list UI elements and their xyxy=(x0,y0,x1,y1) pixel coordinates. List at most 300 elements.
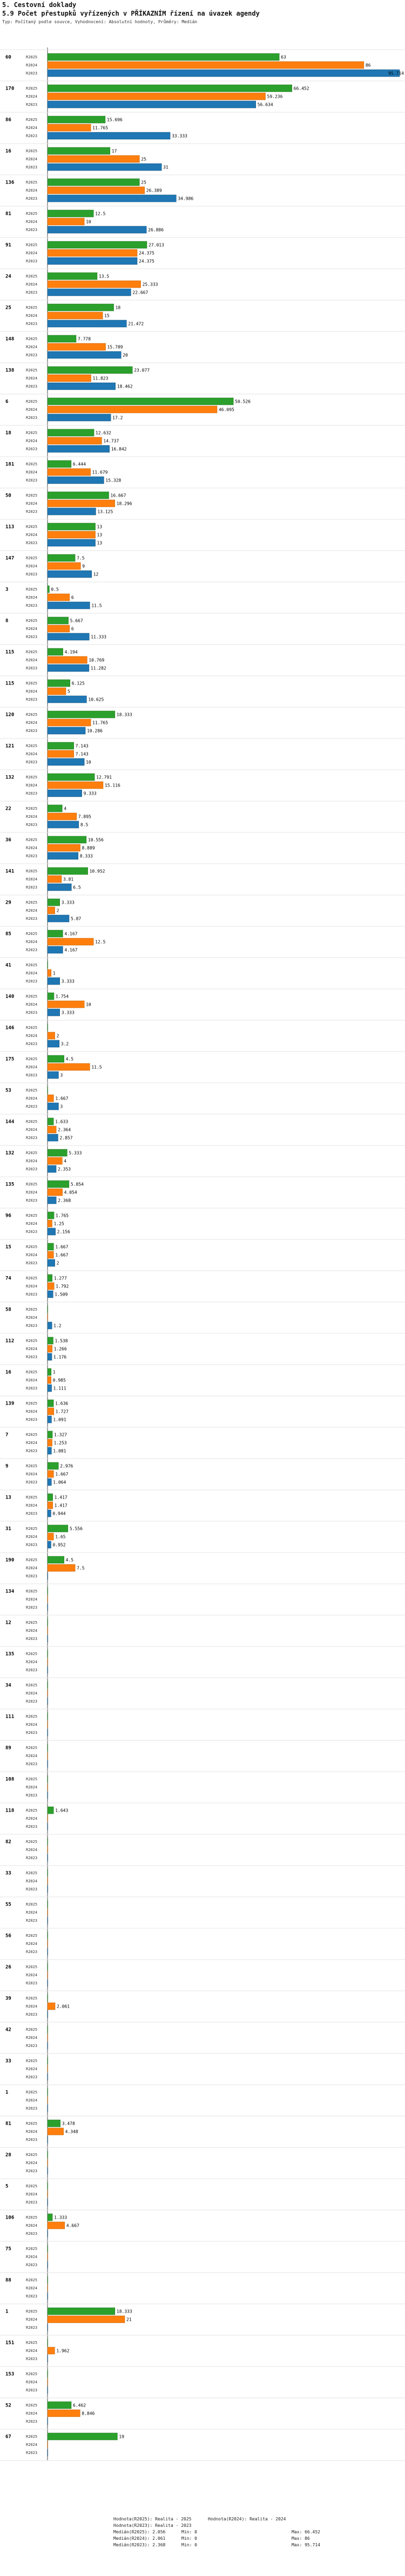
series-label: R2025 xyxy=(26,2372,38,2376)
series-label: R2024 xyxy=(26,157,38,161)
category-label: 15 xyxy=(5,1244,11,1250)
series-label: R2023 xyxy=(26,1762,38,1766)
value-label: 12.632 xyxy=(96,430,111,436)
value-label: 21 xyxy=(126,2317,132,2322)
bar xyxy=(48,437,102,444)
bar xyxy=(48,1510,51,1517)
value-label: 23.077 xyxy=(134,368,150,373)
series-label: R2024 xyxy=(26,909,38,913)
value-label: 3.333 xyxy=(61,900,75,905)
series-label: R2023 xyxy=(26,917,38,921)
category-label: 60 xyxy=(5,55,11,60)
series-label: R2024 xyxy=(26,2004,38,2009)
value-label: 15.116 xyxy=(104,783,120,788)
bar xyxy=(48,164,161,171)
bar xyxy=(48,367,132,374)
value-label: 6 xyxy=(71,626,74,632)
value-label: 1.509 xyxy=(55,1292,68,1297)
series-label: R2023 xyxy=(26,885,38,890)
bar xyxy=(48,531,96,538)
category-label: 41 xyxy=(5,962,11,968)
value-label: 18.333 xyxy=(116,712,132,717)
bar xyxy=(48,1431,52,1438)
series-label: R2023 xyxy=(26,1950,38,1954)
series-label: R2023 xyxy=(26,510,38,514)
series-label: R2025 xyxy=(26,86,38,91)
series-label: R2024 xyxy=(26,1723,38,1727)
series-label: R2023 xyxy=(26,1605,38,1610)
series-label: R2023 xyxy=(26,1543,38,1547)
series-label: R2025 xyxy=(26,337,38,341)
series-label: R2023 xyxy=(26,791,38,796)
value-label: 5.556 xyxy=(69,1526,83,1531)
series-label: R2024 xyxy=(26,501,38,506)
series-label: R2023 xyxy=(26,1637,38,1641)
bar xyxy=(48,665,89,672)
category-label: 3 xyxy=(5,587,9,593)
series-label: R2024 xyxy=(26,564,38,568)
value-label: 10.952 xyxy=(89,869,105,874)
series-label: R2025 xyxy=(26,2090,38,2094)
value-label: 11.765 xyxy=(92,125,109,131)
series-label: R2025 xyxy=(26,2247,38,2251)
bar xyxy=(48,147,110,154)
category-label: 139 xyxy=(5,1401,15,1407)
series-label: R2024 xyxy=(26,627,38,631)
bar xyxy=(48,1368,51,1375)
value-label: 7.5 xyxy=(77,555,85,561)
value-label: 11.765 xyxy=(92,720,109,726)
series-label: R2025 xyxy=(26,2184,38,2188)
category-label: 135 xyxy=(5,1182,15,1188)
bar xyxy=(48,273,97,280)
series-label: R2024 xyxy=(26,1065,38,1069)
category-label: 82 xyxy=(5,1839,11,1845)
series-label: R2025 xyxy=(26,963,38,967)
series-label: R2023 xyxy=(26,979,38,984)
series-label: R2024 xyxy=(26,439,38,443)
bar xyxy=(48,1807,53,1814)
bar xyxy=(48,1525,68,1532)
category-label: 88 xyxy=(5,2277,11,2283)
series-label: R2023 xyxy=(26,1292,38,1297)
bar xyxy=(48,884,71,891)
bar xyxy=(48,1408,54,1415)
value-label: 95.714 xyxy=(388,71,404,76)
value-label: 7.143 xyxy=(75,751,89,757)
series-label: R2024 xyxy=(26,251,38,255)
value-label: 4 xyxy=(64,1158,67,1164)
value-label: 1.667 xyxy=(55,1244,69,1250)
value-label: 3.333 xyxy=(61,1010,75,1015)
value-label: 27.013 xyxy=(148,242,164,248)
series-label: R2025 xyxy=(26,869,38,873)
series-label: R2024 xyxy=(26,94,38,99)
series-label: R2023 xyxy=(26,948,38,952)
bar xyxy=(48,210,93,217)
category-label: 29 xyxy=(5,900,11,906)
series-label: R2024 xyxy=(26,1629,38,1633)
value-label: 8.846 xyxy=(82,2411,95,2416)
category-label: 81 xyxy=(5,2121,11,2127)
value-label: 1.081 xyxy=(53,1448,66,1454)
series-label: R2025 xyxy=(26,2215,38,2220)
value-label: 1.727 xyxy=(55,1409,69,1414)
bar xyxy=(48,1095,53,1102)
bar xyxy=(48,586,49,593)
bar xyxy=(48,2433,117,2440)
series-label: R2024 xyxy=(26,63,38,67)
value-label: 10.286 xyxy=(87,728,103,734)
bar xyxy=(48,2410,80,2417)
series-label: R2025 xyxy=(26,994,38,999)
series-label: R2023 xyxy=(26,2357,38,2361)
series-label: R2023 xyxy=(26,1136,38,1140)
series-label: R2025 xyxy=(26,1214,38,1218)
series-label: R2023 xyxy=(26,2451,38,2455)
category-label: 147 xyxy=(5,555,15,561)
series-label: R2025 xyxy=(26,1589,38,1594)
series-label: R2024 xyxy=(26,1253,38,1257)
series-label: R2023 xyxy=(26,290,38,295)
value-label: 1 xyxy=(52,1370,56,1375)
series-label: R2025 xyxy=(26,2403,38,2408)
series-label: R2023 xyxy=(26,1073,38,1077)
series-label: R2024 xyxy=(26,2130,38,2134)
category-label: 9 xyxy=(5,1463,9,1469)
value-label: 1.266 xyxy=(53,1346,67,1352)
bar xyxy=(48,187,145,194)
series-label: R2024 xyxy=(26,783,38,788)
bar xyxy=(48,132,170,139)
bar xyxy=(48,1220,52,1227)
series-label: R2023 xyxy=(26,697,38,702)
category-label: 81 xyxy=(5,211,11,217)
value-label: 11.823 xyxy=(92,376,109,381)
series-label: R2025 xyxy=(26,1370,38,1374)
bar xyxy=(48,1322,52,1329)
category-label: 96 xyxy=(5,1213,11,1219)
series-label: R2025 xyxy=(26,431,38,435)
series-label: R2024 xyxy=(26,1973,38,1977)
value-label: 7.5 xyxy=(77,1565,85,1571)
value-label: 5 xyxy=(68,689,70,694)
series-label: R2025 xyxy=(26,1088,38,1093)
category-label: 8 xyxy=(5,618,9,624)
bar xyxy=(48,1283,54,1290)
series-label: R2023 xyxy=(26,2075,38,2079)
bar xyxy=(48,946,63,953)
series-label: R2025 xyxy=(26,180,38,185)
bar xyxy=(48,2214,52,2221)
series-label: R2023 xyxy=(26,322,38,326)
bar xyxy=(48,993,54,1000)
series-label: R2023 xyxy=(26,854,38,858)
bar xyxy=(48,1243,53,1250)
value-label: 4.167 xyxy=(64,947,78,953)
value-label: 1.962 xyxy=(56,2348,70,2354)
category-label: 16 xyxy=(5,1370,11,1375)
bar xyxy=(48,562,80,570)
series-label: R2025 xyxy=(26,149,38,153)
bar xyxy=(48,805,62,812)
value-label: 10.769 xyxy=(89,657,105,663)
category-label: 132 xyxy=(5,775,15,781)
series-label: R2024 xyxy=(26,1409,38,1414)
value-label: 1.754 xyxy=(55,994,69,999)
bar xyxy=(48,1345,52,1352)
category-label: 148 xyxy=(5,336,15,342)
series-label: R2024 xyxy=(26,1316,38,1320)
series-label: R2025 xyxy=(26,2153,38,2157)
value-label: 24.375 xyxy=(139,259,154,264)
value-label: 1.538 xyxy=(55,1338,68,1344)
category-label: 36 xyxy=(5,837,11,843)
category-label: 121 xyxy=(5,743,15,749)
value-label: 66.452 xyxy=(293,86,309,91)
bar xyxy=(48,406,217,413)
bar xyxy=(48,1165,56,1172)
series-label: R2023 xyxy=(26,666,38,670)
value-label: 63 xyxy=(281,55,286,60)
series-label: R2023 xyxy=(26,1668,38,1672)
value-label: 0.985 xyxy=(52,1378,66,1383)
series-label: R2025 xyxy=(26,1120,38,1124)
series-label: R2025 xyxy=(26,1652,38,1656)
value-label: 25 xyxy=(141,180,146,185)
category-label: 151 xyxy=(5,2340,15,2346)
value-label: 17.2 xyxy=(112,415,123,421)
value-label: 13.5 xyxy=(98,274,110,279)
series-label: R2024 xyxy=(26,1441,38,1445)
series-label: R2024 xyxy=(26,1472,38,1476)
bar xyxy=(48,335,76,342)
series-label: R2023 xyxy=(26,2138,38,2142)
bar xyxy=(48,625,70,632)
series-label: R2024 xyxy=(26,2255,38,2259)
bar xyxy=(48,915,69,922)
bar xyxy=(48,500,115,507)
category-label: 113 xyxy=(5,524,15,530)
value-label: 10 xyxy=(86,219,91,225)
category-label: 170 xyxy=(5,86,15,92)
bar xyxy=(48,460,71,467)
legend-median-r2023: Medián(R2023): 2.368 xyxy=(113,2543,166,2547)
bar xyxy=(48,1212,54,1219)
series-label: R2025 xyxy=(26,744,38,748)
series-label: R2025 xyxy=(26,1934,38,1938)
category-label: 5 xyxy=(5,2184,9,2189)
series-label: R2024 xyxy=(26,2411,38,2416)
value-label: 1.333 xyxy=(54,2215,68,2220)
bar xyxy=(48,1009,60,1016)
series-label: R2024 xyxy=(26,1378,38,1382)
value-label: 7.895 xyxy=(78,814,91,819)
bar xyxy=(48,1377,51,1384)
bar xyxy=(48,257,137,265)
series-label: R2025 xyxy=(26,932,38,936)
value-label: 6 xyxy=(71,595,74,600)
bar xyxy=(48,1259,55,1266)
bar xyxy=(48,2222,65,2229)
bar xyxy=(48,1189,63,1196)
bar xyxy=(48,907,55,914)
series-label: R2024 xyxy=(26,1660,38,1664)
value-label: 11.282 xyxy=(90,666,106,671)
bar xyxy=(48,899,60,906)
category-label: 106 xyxy=(5,2215,15,2221)
value-label: 14.737 xyxy=(103,438,119,444)
bar xyxy=(48,1447,51,1454)
series-label: R2023 xyxy=(26,478,38,483)
value-label: 1.643 xyxy=(55,1808,69,1813)
bar xyxy=(48,836,86,843)
value-label: 6.462 xyxy=(73,2403,86,2408)
series-label: R2024 xyxy=(26,752,38,756)
value-label: 4.348 xyxy=(65,2129,78,2134)
bar xyxy=(48,813,77,820)
series-label: R2025 xyxy=(26,1714,38,1719)
series-label: R2024 xyxy=(26,1159,38,1163)
value-label: 2.976 xyxy=(60,1463,73,1469)
series-label: R2025 xyxy=(26,1151,38,1155)
category-label: 26 xyxy=(5,1964,11,1970)
bar xyxy=(48,688,66,695)
value-label: 46.095 xyxy=(218,407,234,412)
series-label: R2023 xyxy=(26,259,38,263)
bar xyxy=(48,978,60,985)
series-label: R2025 xyxy=(26,1746,38,1750)
series-label: R2024 xyxy=(26,2067,38,2071)
series-label: R2023 xyxy=(26,2294,38,2299)
value-label: 0.944 xyxy=(52,1511,66,1516)
bar xyxy=(48,1001,84,1008)
bar xyxy=(48,226,146,233)
value-label: 5.333 xyxy=(69,1150,82,1156)
series-label: R2023 xyxy=(26,1167,38,1171)
category-label: 118 xyxy=(5,1808,15,1814)
bar xyxy=(48,1556,64,1563)
series-label: R2024 xyxy=(26,1535,38,1539)
series-label: R2025 xyxy=(26,1902,38,1907)
value-label: 20 xyxy=(123,352,128,358)
series-label: R2024 xyxy=(26,126,38,130)
series-label: R2025 xyxy=(26,1245,38,1249)
bar xyxy=(48,1040,59,1047)
bar xyxy=(48,523,96,530)
value-label: 11.679 xyxy=(92,470,108,475)
series-label: R2023 xyxy=(26,71,38,76)
series-label: R2025 xyxy=(26,243,38,247)
series-label: R2024 xyxy=(26,1879,38,1883)
series-label: R2024 xyxy=(26,1002,38,1007)
bar xyxy=(48,876,62,883)
bar xyxy=(48,711,115,718)
category-label: 74 xyxy=(5,1276,11,1282)
series-label: R2025 xyxy=(26,2059,38,2063)
category-label: 55 xyxy=(5,1902,11,1908)
series-label: R2024 xyxy=(26,188,38,193)
legend-min-r2024: Min: 0 xyxy=(181,2536,197,2541)
bar xyxy=(48,970,51,977)
series-label: R2024 xyxy=(26,533,38,537)
series-label: R2024 xyxy=(26,376,38,381)
series-label: R2025 xyxy=(26,619,38,623)
value-label: 1.091 xyxy=(53,1417,66,1422)
bar xyxy=(48,1470,53,1477)
legend-max-r2025: Max: 66.452 xyxy=(292,2530,320,2534)
series-label: R2023 xyxy=(26,2044,38,2048)
chart-title: 5.9 Počet přestupků vyřízených v PŘÍKAZNÍM řízení na úvazek agendy xyxy=(2,10,260,17)
value-label: 1.111 xyxy=(53,1386,66,1391)
series-label: R2023 xyxy=(26,541,38,545)
category-label: 132 xyxy=(5,1150,15,1156)
series-label: R2023 xyxy=(26,2169,38,2173)
bar xyxy=(48,696,86,703)
value-label: 12.5 xyxy=(95,939,106,945)
bar xyxy=(48,429,94,436)
value-label: 2.353 xyxy=(58,1167,71,1172)
series-label: R2023 xyxy=(26,103,38,107)
value-label: 1.25 xyxy=(53,1221,64,1226)
value-label: 3.478 xyxy=(62,2121,75,2126)
series-label: R2024 xyxy=(26,1754,38,1758)
category-label: 42 xyxy=(5,2027,11,2033)
category-label: 18 xyxy=(5,430,11,436)
value-label: 18.296 xyxy=(116,501,132,506)
bar xyxy=(48,53,279,60)
bar xyxy=(48,1502,53,1509)
series-label: R2025 xyxy=(26,368,38,372)
bar xyxy=(48,554,75,561)
value-label: 5.854 xyxy=(70,1182,84,1187)
value-label: 8.333 xyxy=(79,853,93,859)
series-label: R2025 xyxy=(26,1026,38,1030)
series-label: R2024 xyxy=(26,2192,38,2197)
category-label: 28 xyxy=(5,2152,11,2158)
value-label: 6.444 xyxy=(72,462,86,467)
value-label: 9 xyxy=(82,564,85,569)
series-label: R2023 xyxy=(26,1511,38,1516)
value-label: 34.986 xyxy=(178,196,194,201)
series-label: R2023 xyxy=(26,2012,38,2017)
bar xyxy=(48,312,103,319)
value-label: 9.333 xyxy=(83,791,97,796)
series-label: R2023 xyxy=(26,1418,38,1422)
value-label: 2.061 xyxy=(57,2004,70,2009)
bar xyxy=(48,2308,115,2315)
series-label: R2023 xyxy=(26,416,38,420)
value-label: 18.333 xyxy=(116,2309,132,2314)
series-label: R2025 xyxy=(26,525,38,529)
value-label: 15.696 xyxy=(106,117,123,123)
series-label: R2024 xyxy=(26,2098,38,2103)
category-label: 31 xyxy=(5,1526,11,1532)
value-label: 6.125 xyxy=(71,681,85,686)
series-label: R2023 xyxy=(26,2263,38,2267)
series-label: R2023 xyxy=(26,2200,38,2205)
series-label: R2024 xyxy=(26,1597,38,1602)
value-label: 10 xyxy=(86,1002,91,1007)
value-label: 1.064 xyxy=(53,1480,66,1485)
bar xyxy=(48,1181,69,1188)
series-label: R2025 xyxy=(26,1057,38,1061)
series-label: R2025 xyxy=(26,55,38,59)
series-label: R2024 xyxy=(26,1096,38,1101)
value-label: 12.5 xyxy=(95,211,106,216)
category-label: 135 xyxy=(5,1651,15,1657)
bar xyxy=(48,241,147,248)
